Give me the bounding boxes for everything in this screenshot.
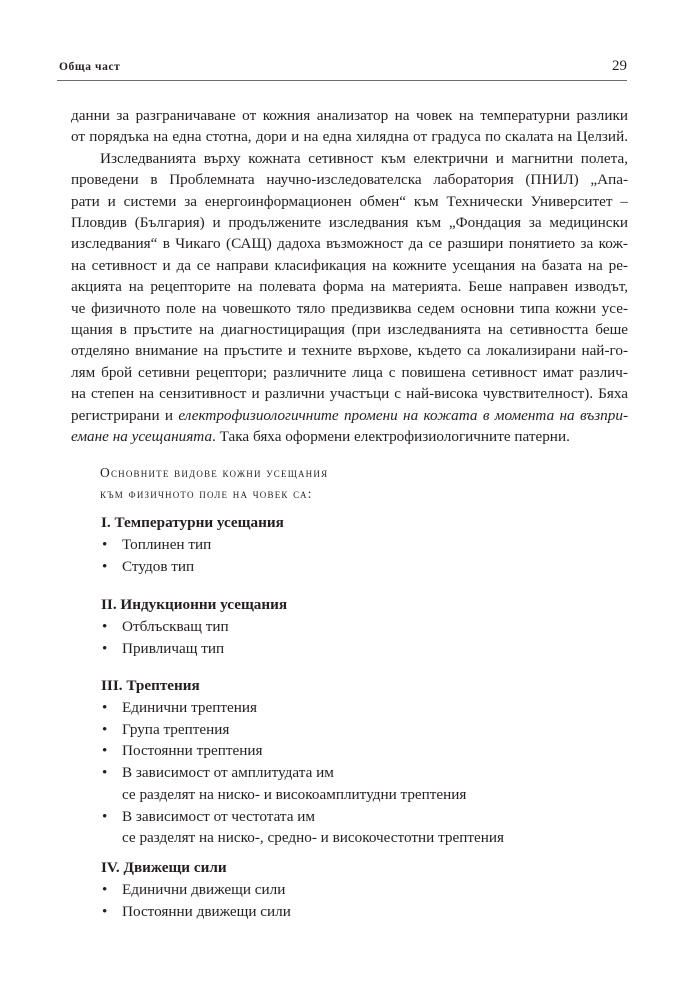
- text-line: лям брой сетивни рецептори; различните лица с повишена сетивност имат различ-: [71, 363, 628, 381]
- list-heading: [100, 462, 328, 504]
- section-moving-forces: [101, 857, 291, 922]
- list-item-text: В зависимост от честотата им: [122, 807, 316, 825]
- text-run: . Така бяха оформени електрофизиологичните патерни.: [212, 428, 570, 446]
- paragraph-2: [71, 148, 628, 448]
- bullet-list: [101, 616, 287, 659]
- list-item: • Студов тип: [101, 556, 284, 578]
- italic-run: електрофизиологичните промени на кожата в момента на възпри-: [178, 406, 629, 424]
- text-line: изследвания“ в Чикаго (САЩ) дадоха възможност да се разшири понятието за кож-: [71, 235, 628, 253]
- paragraph-1: [71, 105, 628, 148]
- list-item: • Група трептения: [101, 719, 504, 741]
- list-item: • Единични движещи сили: [101, 879, 291, 901]
- text-line: Изследванията върху кожната сетивност към електрични и магнитни полета,: [100, 149, 628, 167]
- text-line: от порядъка на една стотна, дори и на една хилядна от градуса по скалата на Целзий.: [71, 128, 628, 146]
- bullet-list: [101, 534, 284, 577]
- list-heading-line-1: Основните видове кожни усещания: [100, 465, 329, 480]
- text-run: регистрирани и: [71, 406, 179, 424]
- section-title: II. Индукционни усещания: [101, 596, 288, 613]
- text-line: на сетивност и да се направи класификация на кожните усещания на базата на ре-: [71, 256, 628, 274]
- list-item-with-sub: [101, 806, 504, 849]
- text-line: отделяно внимание на пръстите и техните върхове, където са локализирани най-го-: [71, 342, 628, 360]
- section-title: I. Температурни усещания: [101, 514, 284, 531]
- text-line-mixed: [71, 405, 628, 426]
- body-text: [71, 105, 628, 448]
- text-line: щания в пръстите на диагностициращия (при изследванията на сетивността беше: [71, 321, 628, 339]
- text-line: че физичното поле на човешкото тяло предизвиква седем основни типа кожни усе-: [71, 299, 628, 317]
- list-item-subtext: се разделят на ниско- и високоамплитудни трептения: [122, 785, 467, 803]
- italic-run: емане на усещанията: [71, 428, 213, 446]
- running-header: [57, 58, 627, 81]
- list-item: • Постоянни трептения: [101, 740, 504, 762]
- section-vibrations: [101, 675, 504, 849]
- list-item: • Топлинен тип: [101, 534, 284, 556]
- page-number: 29: [612, 58, 627, 74]
- list-item: • Постоянни движещи сили: [101, 901, 291, 923]
- text-line: на степен на сензитивност и различни участъци с най-висока чувствителност). Бяха: [71, 385, 628, 403]
- section-induction: [101, 594, 287, 659]
- bullet-list: [101, 879, 291, 922]
- text-line: Пловдив (България) и продължените изследвания към „Фондация за медицински: [71, 214, 628, 232]
- list-item: • Единични трептения: [101, 697, 504, 719]
- list-item-text: В зависимост от амплитудата им: [122, 764, 334, 782]
- text-line: рати и системи за енергоинформационен обмен“ към Технически Университет –: [71, 192, 628, 210]
- list-item-subtext: се разделят на ниско-, средно- и високочестотни трептения: [122, 829, 504, 847]
- running-title: Обща част: [59, 61, 121, 73]
- list-item: • Отблъскващ тип: [101, 616, 287, 638]
- list-item-with-sub: [101, 762, 504, 805]
- section-title: III. Трептения: [101, 677, 200, 694]
- list-item: • Привличащ тип: [101, 638, 287, 660]
- list-heading-line-2: към физичното поле на човек са:: [100, 486, 313, 501]
- text-line: данни за разграничаване от кожния анализатор на човек на температурни разлики: [71, 107, 628, 124]
- text-line: проведени в Проблемната научно-изследователска лаборатория (ПНИЛ) „Апа-: [71, 171, 628, 189]
- section-title: IV. Движещи сили: [101, 859, 227, 876]
- section-temperature: [101, 512, 284, 577]
- text-line: акцията на рецепторите на полевата форма на материята. Беше направен изводът,: [71, 278, 628, 296]
- bullet-list: [101, 697, 504, 849]
- text-line-mixed: [71, 426, 628, 447]
